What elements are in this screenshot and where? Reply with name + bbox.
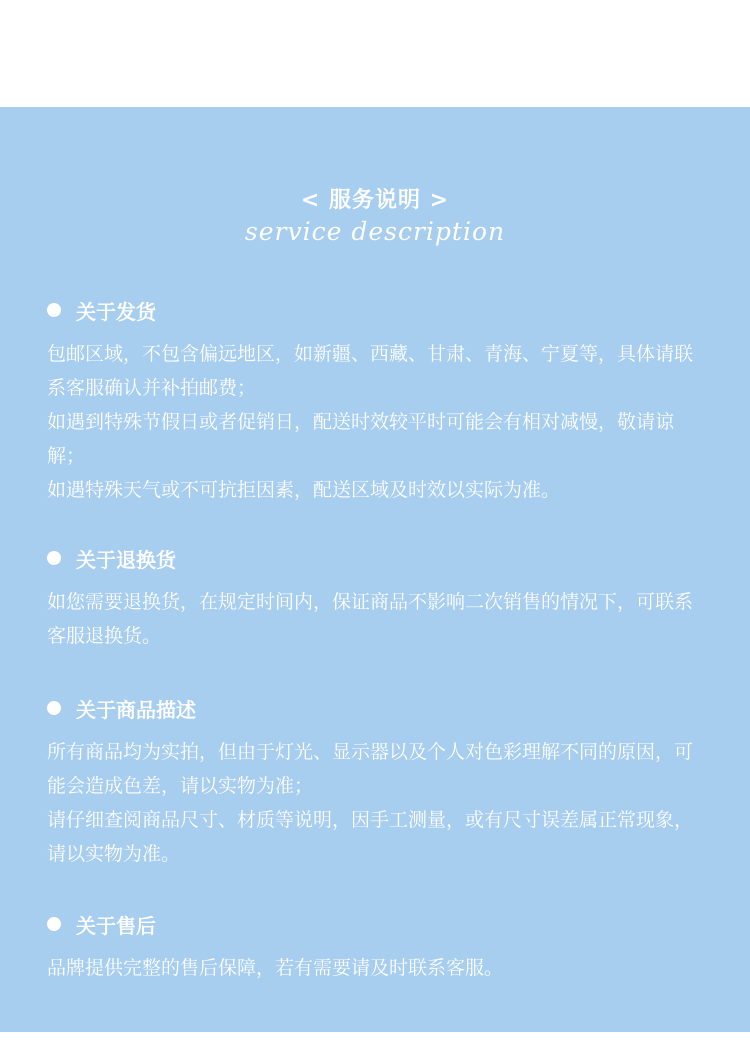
shipping-line: 如遇到特殊节假日或者促销日，配送时效较平时可能会有相对减慢，敬请谅解； — [47, 411, 675, 467]
section-title: < 服务说明 > — [300, 188, 450, 213]
product-description-line: 所有商品均为实拍，但由于灯光、显示器以及个人对色彩理解不同的原因，可能会造成色差，请以实物为准； — [47, 741, 694, 797]
after-sales-body — [47, 951, 707, 985]
product-description-body — [47, 735, 707, 871]
bullet-icon — [47, 917, 61, 931]
returns-body — [47, 585, 707, 653]
product-description-heading — [47, 693, 707, 723]
shipping-line: 如遇特殊天气或不可抗拒因素，配送区域及时效以实际为准。 — [47, 479, 561, 501]
shipping-section — [47, 295, 707, 507]
returns-line: 如您需要退换货，在规定时间内，保证商品不影响二次销售的情况下，可联系客服退换货。 — [47, 591, 694, 647]
returns-heading-label: 关于退换货 — [76, 547, 176, 572]
shipping-body — [47, 337, 707, 507]
product-description-section — [47, 693, 707, 871]
service-description-panel — [0, 107, 750, 1032]
bullet-icon — [47, 701, 61, 715]
shipping-line: 包邮区域，不包含偏远地区，如新疆、西藏、甘肃、青海、宁夏等，具体请联系客服确认并补拍邮费； — [47, 343, 694, 399]
returns-heading — [47, 543, 707, 573]
after-sales-line: 品牌提供完整的售后保障，若有需要请及时联系客服。 — [47, 957, 504, 979]
bullet-icon — [47, 303, 61, 317]
shipping-heading-label: 关于发货 — [76, 299, 156, 324]
after-sales-heading — [47, 909, 707, 939]
product-description-line: 请仔细查阅商品尺寸、材质等说明，因手工测量，或有尺寸误差属正常现象，请以实物为准。 — [47, 809, 694, 865]
after-sales-section — [47, 909, 707, 985]
after-sales-heading-label: 关于售后 — [76, 913, 156, 938]
section-subtitle: service description — [244, 217, 506, 246]
shipping-heading — [47, 295, 707, 325]
bullet-icon — [47, 551, 61, 565]
returns-section — [47, 543, 707, 653]
product-description-heading-label: 关于商品描述 — [76, 697, 196, 722]
